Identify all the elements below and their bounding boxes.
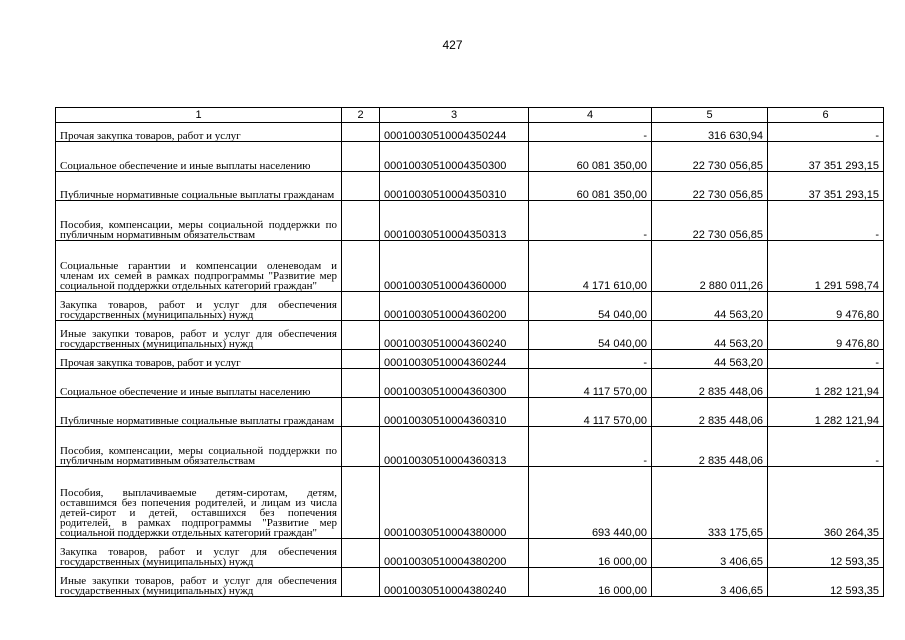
row-col4: - — [529, 123, 652, 142]
row-col4: 4 171 610,00 — [529, 241, 652, 292]
row-col5: 2 835 448,06 — [652, 369, 768, 398]
row-code: 00010030510004380000 — [380, 467, 529, 539]
row-name: Прочая закупка товаров, работ и услуг — [56, 350, 342, 369]
table-row — [56, 123, 884, 142]
row-col6: 9 476,80 — [768, 321, 884, 350]
row-col5: 316 630,94 — [652, 123, 768, 142]
table-row — [56, 321, 884, 350]
row-col2 — [342, 292, 380, 321]
row-col5: 2 835 448,06 — [652, 427, 768, 467]
row-col6: 1 291 598,74 — [768, 241, 884, 292]
table-row — [56, 241, 884, 292]
row-code: 00010030510004350313 — [380, 201, 529, 241]
row-col5: 3 406,65 — [652, 568, 768, 597]
row-col2 — [342, 427, 380, 467]
row-col5: 22 730 056,85 — [652, 142, 768, 172]
row-col4: 693 440,00 — [529, 467, 652, 539]
table-row — [56, 467, 884, 539]
row-col6: 1 282 121,94 — [768, 398, 884, 427]
row-col2 — [342, 350, 380, 369]
table-row — [56, 369, 884, 398]
row-code: 00010030510004360310 — [380, 398, 529, 427]
row-col5: 44 563,20 — [652, 292, 768, 321]
row-col4: 4 117 570,00 — [529, 398, 652, 427]
header-col-2: 2 — [342, 108, 380, 123]
row-col4: - — [529, 427, 652, 467]
row-name: Публичные нормативные социальные выплаты гражданам — [56, 398, 342, 427]
row-col2 — [342, 172, 380, 201]
row-col5: 333 175,65 — [652, 467, 768, 539]
row-col4: 60 081 350,00 — [529, 172, 652, 201]
row-col2 — [342, 241, 380, 292]
header-col-4: 4 — [529, 108, 652, 123]
table-row — [56, 568, 884, 597]
row-col5: 3 406,65 — [652, 539, 768, 568]
row-code: 00010030510004350300 — [380, 142, 529, 172]
row-code: 00010030510004380240 — [380, 568, 529, 597]
row-name: Социальное обеспечение и иные выплаты населению — [56, 142, 342, 172]
budget-table — [55, 107, 884, 597]
row-col4: - — [529, 350, 652, 369]
row-col2 — [342, 398, 380, 427]
row-code: 00010030510004360244 — [380, 350, 529, 369]
table-row — [56, 201, 884, 241]
row-col2 — [342, 539, 380, 568]
row-col4: 16 000,00 — [529, 568, 652, 597]
page-number: 427 — [442, 38, 463, 52]
row-col6: - — [768, 427, 884, 467]
row-col5: 2 835 448,06 — [652, 398, 768, 427]
table-row — [56, 142, 884, 172]
row-col6: 9 476,80 — [768, 292, 884, 321]
table-row — [56, 539, 884, 568]
row-name: Публичные нормативные социальные выплаты гражданам — [56, 172, 342, 201]
table-row — [56, 350, 884, 369]
row-name: Закупка товаров, работ и услуг для обеспечения государственных (муниципальных) нужд — [56, 539, 342, 568]
row-col4: - — [529, 201, 652, 241]
table-row — [56, 398, 884, 427]
row-col6: - — [768, 350, 884, 369]
row-col5: 22 730 056,85 — [652, 172, 768, 201]
row-col2 — [342, 568, 380, 597]
table-row — [56, 427, 884, 467]
row-col4: 54 040,00 — [529, 321, 652, 350]
row-col2 — [342, 369, 380, 398]
row-col6: 360 264,35 — [768, 467, 884, 539]
row-col5: 2 880 011,26 — [652, 241, 768, 292]
row-code: 00010030510004360240 — [380, 321, 529, 350]
row-code: 00010030510004350244 — [380, 123, 529, 142]
row-name: Пособия, компенсации, меры социальной поддержки по публичным нормативным обязательствам — [56, 427, 342, 467]
row-code: 00010030510004360300 — [380, 369, 529, 398]
row-col2 — [342, 142, 380, 172]
table-row — [56, 292, 884, 321]
row-col2 — [342, 201, 380, 241]
row-col4: 4 117 570,00 — [529, 369, 652, 398]
row-name: Пособия, выплачиваемые детям-сиротам, детям, оставшимся без попечения родителей, и лицам из числа детей-сирот и детей, оставшихся без попечения родителей, в рамках подпрограммы "Развитие мер социальной поддержки отдельных категорий граждан" — [56, 467, 342, 539]
row-col2 — [342, 321, 380, 350]
row-code: 00010030510004380200 — [380, 539, 529, 568]
row-code: 00010030510004360200 — [380, 292, 529, 321]
table-row — [56, 172, 884, 201]
header-col-5: 5 — [652, 108, 768, 123]
header-col-1: 1 — [56, 108, 342, 123]
row-col2 — [342, 123, 380, 142]
row-col6: 12 593,35 — [768, 568, 884, 597]
header-col-6: 6 — [768, 108, 884, 123]
row-code: 00010030510004350310 — [380, 172, 529, 201]
row-col4: 16 000,00 — [529, 539, 652, 568]
row-code: 00010030510004360000 — [380, 241, 529, 292]
row-name: Прочая закупка товаров, работ и услуг — [56, 123, 342, 142]
row-col4: 54 040,00 — [529, 292, 652, 321]
row-col5: 44 563,20 — [652, 321, 768, 350]
row-col6: 37 351 293,15 — [768, 172, 884, 201]
row-code: 00010030510004360313 — [380, 427, 529, 467]
row-col6: 12 593,35 — [768, 539, 884, 568]
row-name: Иные закупки товаров, работ и услуг для обеспечения государственных (муниципальных) нужд — [56, 321, 342, 350]
row-col6: - — [768, 123, 884, 142]
row-col2 — [342, 467, 380, 539]
row-col6: 1 282 121,94 — [768, 369, 884, 398]
header-row — [56, 108, 884, 123]
row-name: Иные закупки товаров, работ и услуг для обеспечения государственных (муниципальных) нужд — [56, 568, 342, 597]
row-name: Закупка товаров, работ и услуг для обеспечения государственных (муниципальных) нужд — [56, 292, 342, 321]
row-col5: 44 563,20 — [652, 350, 768, 369]
header-col-3: 3 — [380, 108, 529, 123]
row-col6: - — [768, 201, 884, 241]
row-name: Социальное обеспечение и иные выплаты населению — [56, 369, 342, 398]
row-name: Пособия, компенсации, меры социальной поддержки по публичным нормативным обязательствам — [56, 201, 342, 241]
row-col5: 22 730 056,85 — [652, 201, 768, 241]
row-col4: 60 081 350,00 — [529, 142, 652, 172]
row-col6: 37 351 293,15 — [768, 142, 884, 172]
row-name: Социальные гарантии и компенсации оленеводам и членам их семей в рамках подпрограммы "Развитие мер социальной поддержки отдельных категорий граждан" — [56, 241, 342, 292]
